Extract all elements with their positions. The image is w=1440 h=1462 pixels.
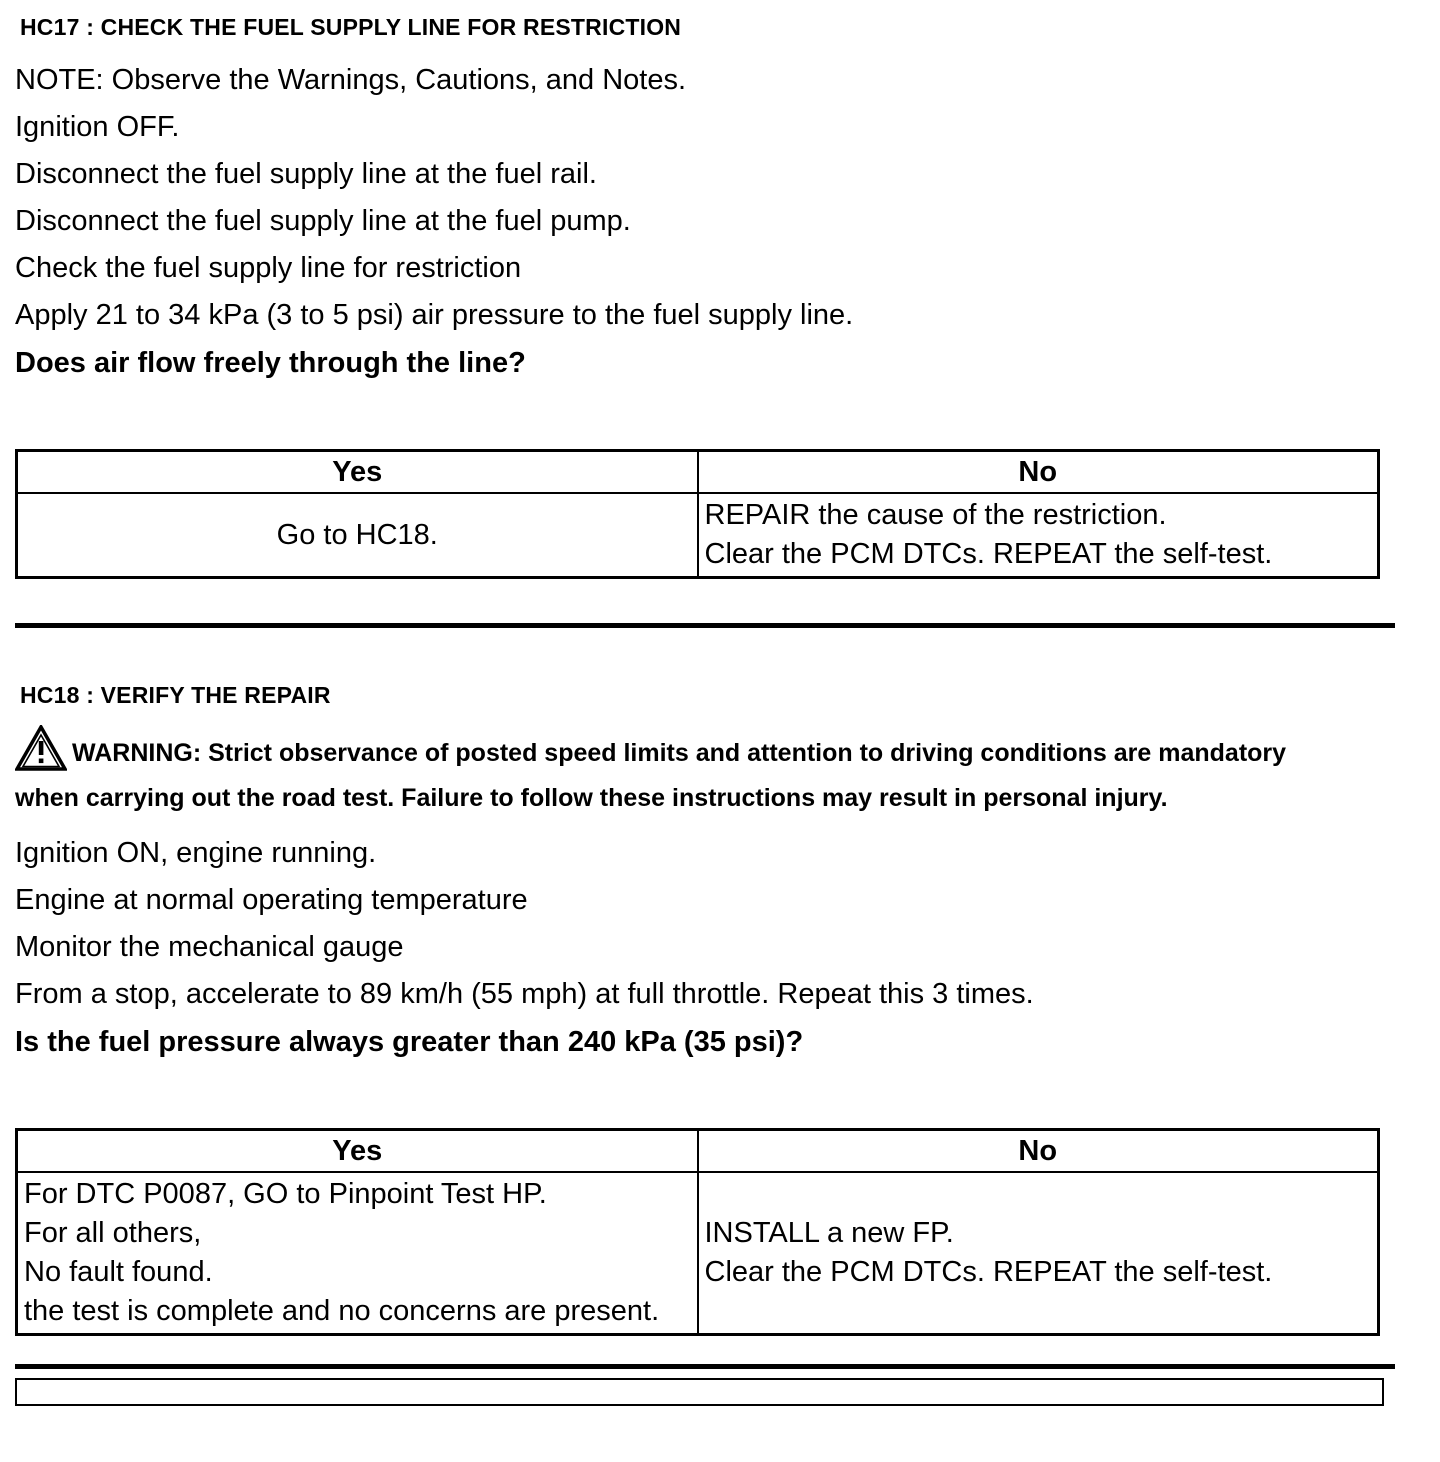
yes-column-header: Yes [17,1130,698,1173]
yes-action-line: For all others, [24,1217,202,1249]
hc18-warning [15,725,1355,816]
hc18-no-cell [698,1172,1379,1335]
hc17-step-line: Disconnect the fuel supply line at the fuel pump. [15,205,631,237]
table-header-row [17,1130,1379,1173]
section-divider [15,1364,1395,1369]
hc17-step-line: Check the fuel supply line for restriction [15,252,522,284]
hc17-step-line: Ignition OFF. [15,111,180,143]
hc18-step-line: Monitor the mechanical gauge [15,931,404,963]
no-action-line: INSTALL a new FP. [704,1217,954,1249]
hc17-step-line: Apply 21 to 34 kPa (3 to 5 psi) air pressure to the fuel supply line. [15,299,854,331]
next-table-partial [15,1378,1384,1406]
section-divider [15,623,1395,628]
section-hc17 [15,14,1380,579]
warning-triangle-icon [15,725,67,781]
hc17-question: Does air flow freely through the line? [15,347,526,379]
table-row [17,1172,1379,1335]
hc18-answer-table [15,1128,1380,1336]
hc17-no-cell [698,493,1379,578]
no-action-line: Clear the PCM DTCs. REPEAT the self-test. [704,1256,1273,1288]
yes-action-line: Go to HC18. [276,518,438,551]
table-header-row [17,451,1379,494]
section-hc18 [15,682,1380,1336]
hc17-answer-table [15,449,1380,579]
hc18-step-line: Ignition ON, engine running. [15,837,377,869]
hc17-heading: HC17 : CHECK THE FUEL SUPPLY LINE FOR RESTRICTION [20,14,682,40]
yes-action-line: For DTC P0087, GO to Pinpoint Test HP. [24,1178,547,1210]
hc17-note-line: NOTE: Observe the Warnings, Cautions, and Notes. [15,64,687,96]
yes-column-header: Yes [17,451,698,494]
no-column-header: No [698,451,1379,494]
hc17-yes-cell [17,493,698,578]
no-column-header: No [698,1130,1379,1173]
hc18-step-line: From a stop, accelerate to 89 km/h (55 mph) at full throttle. Repeat this 3 times. [15,978,1034,1010]
hc18-heading: HC18 : VERIFY THE REPAIR [20,682,331,708]
hc17-step-line: Disconnect the fuel supply line at the fuel rail. [15,158,597,190]
no-action-line: REPAIR the cause of the restriction. [704,499,1167,531]
yes-action-line: No fault found. [24,1256,213,1288]
hc18-question: Is the fuel pressure always greater than 240 kPa (35 psi)? [15,1026,804,1058]
table-row [17,493,1379,578]
warning-text: WARNING: Strict observance of posted speed limits and attention to driving conditions are mandatory when carrying out the road test. Failure to follow these instructions may result in personal injury. [15,739,1287,812]
yes-action-line: the test is complete and no concerns are present. [24,1295,660,1327]
hc18-yes-cell [17,1172,698,1335]
hc18-step-line: Engine at normal operating temperature [15,884,528,916]
no-action-line: Clear the PCM DTCs. REPEAT the self-test. [704,538,1273,570]
